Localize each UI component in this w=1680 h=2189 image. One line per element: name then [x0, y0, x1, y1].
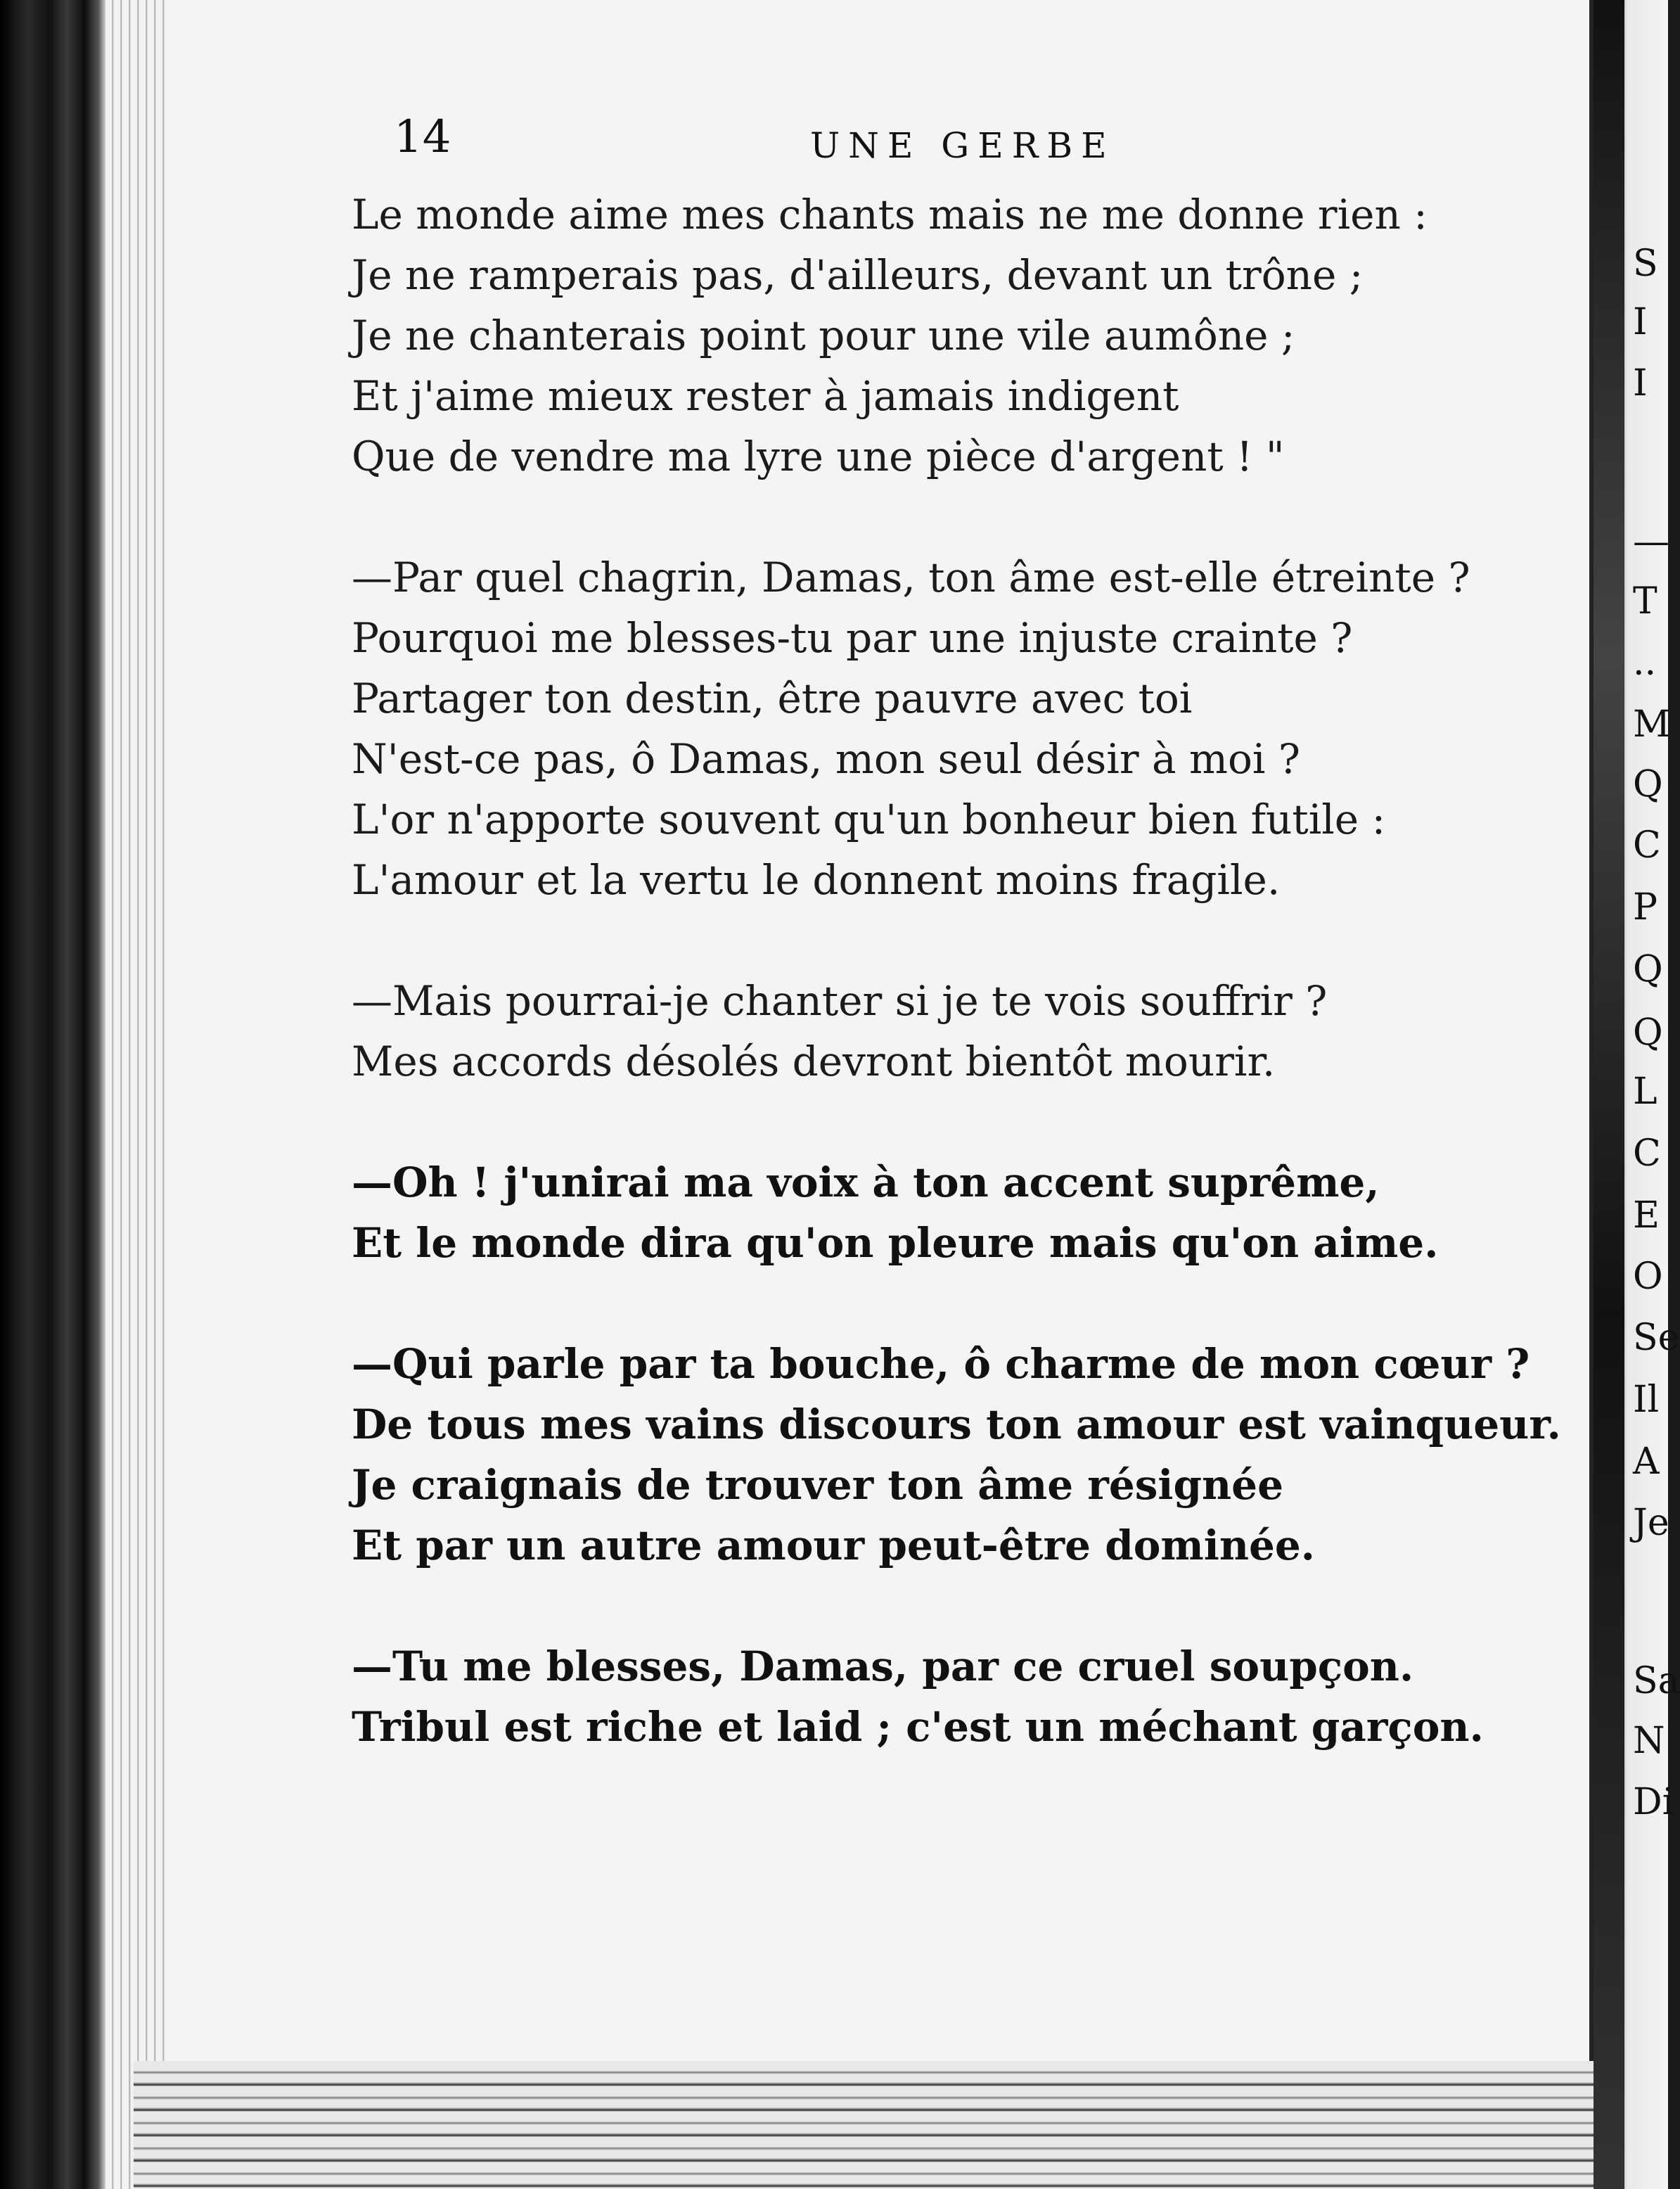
next-page-cropped-text: [1633, 0, 1680, 2189]
next-page-letter: Q: [1633, 763, 1663, 805]
next-page-letter: Q: [1633, 1011, 1663, 1054]
next-page-letter: Q: [1633, 948, 1663, 990]
stanza: [352, 971, 1491, 1092]
poem-line: Je ne ramperais pas, d'ailleurs, devant un trône ;: [352, 251, 1364, 299]
next-page-letter: Di: [1633, 1781, 1674, 1823]
stanza: [352, 1152, 1491, 1273]
next-page-letter: Je: [1633, 1502, 1669, 1544]
next-page-letter: I: [1633, 362, 1648, 404]
poem-line: Et par un autre amour peut-être dominée.: [352, 1521, 1315, 1569]
next-page-letter: C: [1633, 824, 1661, 867]
stanza: [352, 547, 1491, 910]
poem-line: De tous mes vains discours ton amour est vainqueur.: [352, 1400, 1561, 1448]
poem-line: N'est-ce pas, ô Damas, mon seul désir à moi ?: [352, 735, 1301, 783]
next-page-letter: ..: [1633, 642, 1657, 684]
stacked-page-edges: [105, 0, 169, 2189]
poem-line: L'amour et la vertu le donnent moins fragile.: [352, 856, 1281, 904]
next-page-letter: P: [1633, 886, 1657, 928]
poem-text: [352, 184, 1561, 1818]
poem-line: Pourquoi me blesses-tu par une injuste crainte ?: [352, 614, 1353, 662]
next-page-letter: A: [1633, 1441, 1660, 1483]
next-page-letter: C: [1633, 1132, 1661, 1175]
book-binding-edge: [0, 0, 105, 2189]
next-page-letter: Sa: [1633, 1660, 1680, 1702]
next-page-letter: N: [1633, 1720, 1665, 1762]
next-page-letter: O: [1633, 1256, 1663, 1298]
page-number: 14: [394, 111, 451, 163]
poem-line: —Mais pourrai-je chanter si je te vois souffrir ?: [352, 977, 1328, 1025]
running-title: UNE GERBE: [810, 125, 1115, 166]
next-page-letter: T: [1633, 580, 1657, 623]
next-page-letter: Il: [1633, 1379, 1660, 1421]
next-page-letter: L: [1633, 1071, 1657, 1113]
poem-line: Et le monde dira qu'on pleure mais qu'on aime.: [352, 1219, 1439, 1267]
next-page-letter: S: [1633, 243, 1658, 285]
stanza: [352, 184, 1491, 487]
poem-line: —Tu me blesses, Damas, par ce cruel soupçon.: [352, 1642, 1414, 1690]
poem-line: —Qui parle par ta bouche, ô charme de mon cœur ?: [352, 1340, 1530, 1388]
poem-line: Et j'aime mieux rester à jamais indigent: [352, 372, 1179, 420]
page-header: [380, 111, 1435, 174]
poem-line: —Par quel chagrin, Damas, ton âme est-elle étreinte ?: [352, 554, 1470, 601]
poem-line: Que de vendre ma lyre une pièce d'argent ! ": [352, 433, 1285, 480]
poem-line: Tribul est riche et laid ; c'est un méchant garçon.: [352, 1703, 1484, 1751]
poem-line: Partager ton destin, être pauvre avec toi: [352, 675, 1193, 722]
next-page-letter: —: [1633, 521, 1669, 563]
page-bottom-edges: [134, 2061, 1603, 2189]
poem-line: Mes accords désolés devront bientôt mourir.: [352, 1038, 1276, 1085]
poem-line: —Oh ! j'unirai ma voix à ton accent suprême,: [352, 1159, 1380, 1206]
next-page-letter: M: [1633, 703, 1671, 746]
next-page-letter: I: [1633, 301, 1648, 343]
stanza: [352, 1636, 1491, 1757]
gutter-shadow: [1594, 0, 1624, 2189]
poem-line: Je ne chanterais point pour une vile aumône ;: [352, 312, 1295, 359]
poem-line: Je craignais de trouver ton âme résignée: [352, 1461, 1283, 1509]
poem-line: L'or n'apporte souvent qu'un bonheur bien futile :: [352, 796, 1386, 843]
next-page-letter: Se: [1633, 1317, 1680, 1359]
stanza: [352, 1334, 1561, 1576]
poem-line: Le monde aime mes chants mais ne me donne rien :: [352, 191, 1428, 238]
next-page-letter: E: [1633, 1194, 1660, 1237]
